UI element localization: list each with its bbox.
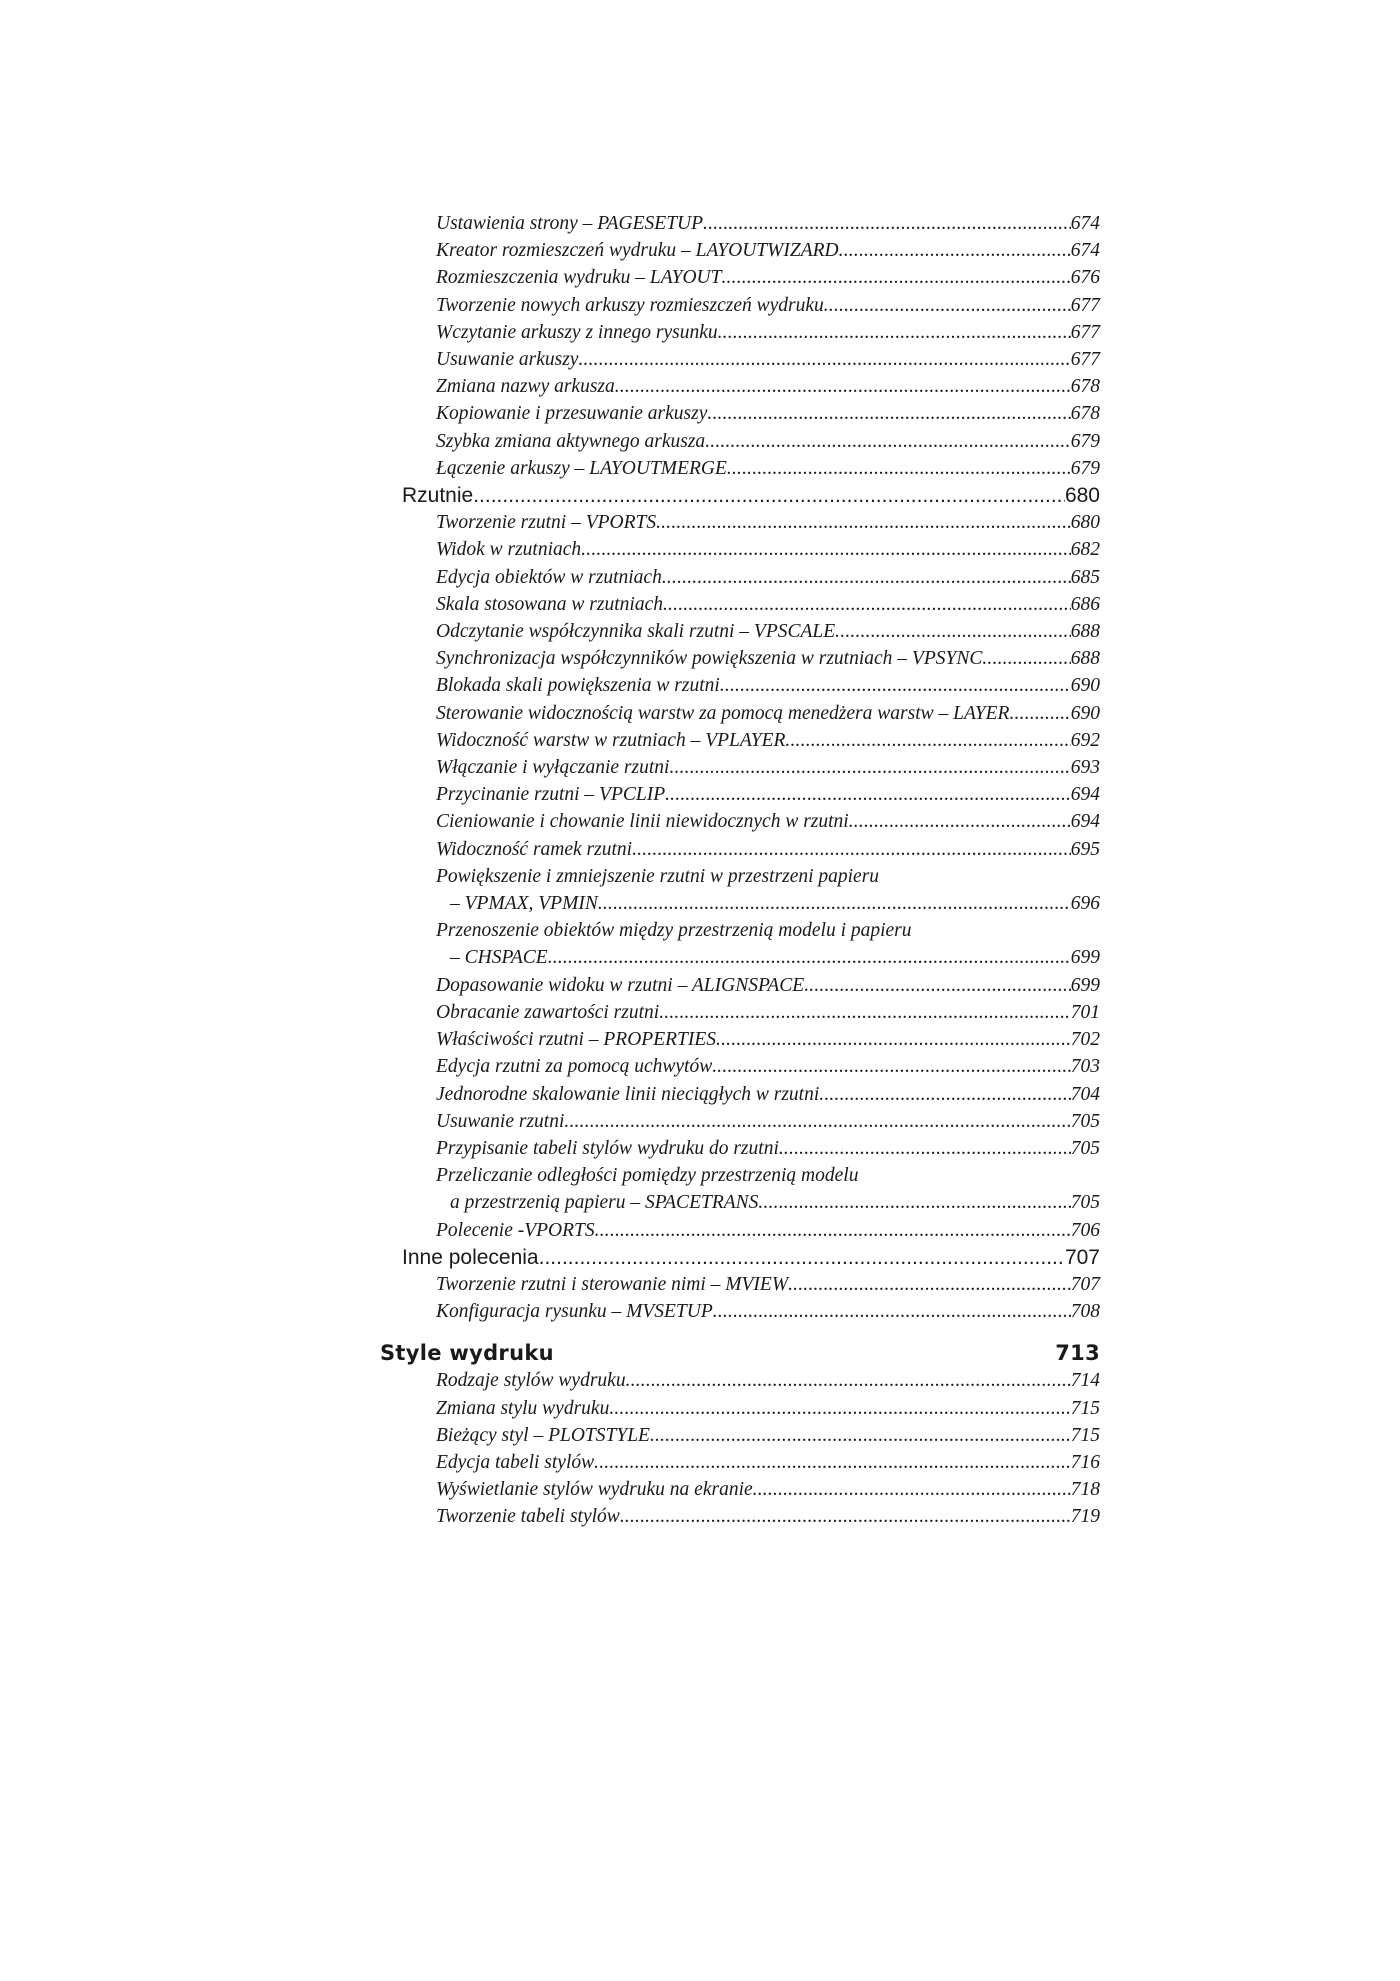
toc-entry-title: Widoczność ramek rzutni xyxy=(436,838,633,860)
toc-entry-page: 705 xyxy=(1070,1192,1100,1214)
toc-entry-title: Rozmieszczenia wydruku – LAYOUT xyxy=(436,267,722,289)
toc-dot-leader xyxy=(804,972,1071,999)
toc-dot-leader xyxy=(659,999,1071,1026)
toc-subsection-entry xyxy=(380,564,1100,591)
toc-entry-page: 715 xyxy=(1070,1397,1100,1419)
toc-dot-leader xyxy=(581,536,1071,563)
toc-dot-leader xyxy=(839,237,1071,264)
toc-dot-leader xyxy=(594,1449,1071,1476)
toc-subsection-entry xyxy=(380,237,1100,264)
toc-entry-page: 676 xyxy=(1070,267,1100,289)
toc-subsection-entry xyxy=(380,292,1100,319)
toc-subsection-entry xyxy=(380,836,1100,863)
toc-section-entry xyxy=(380,482,1100,509)
toc-dot-leader xyxy=(727,455,1071,482)
toc-dot-leader xyxy=(705,428,1071,455)
toc-subsection-entry xyxy=(380,1367,1100,1394)
toc-subsection-entry xyxy=(380,264,1100,291)
toc-subsection-entry xyxy=(380,1271,1100,1298)
toc-entry-title: Bieżący styl – PLOTSTYLE xyxy=(436,1424,650,1446)
toc-subsection-entry xyxy=(380,1503,1100,1530)
toc-entry-title: – VPMAX, VPMIN xyxy=(450,893,598,915)
toc-dot-leader xyxy=(1009,700,1070,727)
toc-dot-leader xyxy=(713,1298,1071,1325)
toc-entry-title: Edycja obiektów w rzutniach xyxy=(436,566,662,588)
toc-entry-title: Tworzenie rzutni i sterowanie nimi – MVIEW xyxy=(436,1273,789,1295)
toc-entry-title: Włączanie i wyłączanie rzutni xyxy=(436,757,670,779)
toc-subsection-entry xyxy=(380,1135,1100,1162)
toc-dot-leader xyxy=(758,1189,1070,1216)
toc-entry-title: Szybka zmiana aktywnego arkusza xyxy=(436,430,706,452)
toc-subsection-entry xyxy=(380,1108,1100,1135)
toc-entry-page: 690 xyxy=(1070,675,1100,697)
toc-entry-title: Przypisanie tabeli stylów wydruku do rzutni xyxy=(436,1137,779,1159)
toc-dot-leader xyxy=(753,1476,1071,1503)
toc-entry-title: Kreator rozmieszczeń wydruku – LAYOUTWIZARD xyxy=(436,240,839,262)
toc-entry-title: a przestrzenią papieru – SPACETRANS xyxy=(450,1192,759,1214)
toc-subsection-entry xyxy=(380,863,1100,917)
toc-entry-page: 677 xyxy=(1070,294,1100,316)
toc-entry-title: Polecenie -VPORTS xyxy=(436,1219,595,1241)
toc-subsection-entry xyxy=(380,1162,1100,1216)
toc-entry-title: Łączenie arkuszy – LAYOUTMERGE xyxy=(436,457,727,479)
toc-dot-leader xyxy=(718,319,1071,346)
toc-entry-page: 695 xyxy=(1070,838,1100,860)
toc-dot-leader xyxy=(788,1271,1071,1298)
toc-entry-title: Edycja rzutni za pomocą uchwytów xyxy=(436,1056,713,1078)
toc-dot-leader xyxy=(982,645,1070,672)
toc-entry-page: 674 xyxy=(1070,240,1100,262)
toc-entry-page: 704 xyxy=(1070,1083,1100,1105)
toc-subsection-entry xyxy=(380,618,1100,645)
toc-entry-title: Usuwanie rzutni xyxy=(436,1110,565,1132)
toc-subsection-entry xyxy=(380,346,1100,373)
toc-dot-leader xyxy=(663,591,1071,618)
toc-dot-leader xyxy=(721,264,1070,291)
toc-chapter-heading xyxy=(380,1339,1100,1367)
toc-subsection-entry xyxy=(380,1422,1100,1449)
toc-entry-title: Kopiowanie i przesuwanie arkuszy xyxy=(436,403,708,425)
toc-entry-title: Wczytanie arkuszy z innego rysunku xyxy=(436,321,718,343)
toc-subsection-entry xyxy=(380,1217,1100,1244)
toc-entry-page: 682 xyxy=(1070,539,1100,561)
toc-entry-page: 692 xyxy=(1070,729,1100,751)
toc-entry-page: 703 xyxy=(1070,1056,1100,1078)
toc-entry-title: Zmiana nazwy arkusza xyxy=(436,376,615,398)
toc-entry-title: Zmiana stylu wydruku xyxy=(436,1397,610,1419)
toc-entry-title: Ustawienia strony – PAGESETUP xyxy=(436,213,704,234)
toc-entry-title: Odczytanie współczynnika skali rzutni – VPSCALE xyxy=(436,621,836,643)
toc-dot-leader xyxy=(598,890,1071,917)
toc-entry-page: 674 xyxy=(1070,213,1100,234)
toc-entry-page: 680 xyxy=(1070,512,1100,534)
toc-subsection-entry xyxy=(380,319,1100,346)
toc-dot-leader xyxy=(578,346,1070,373)
toc-entry-title: Dopasowanie widoku w rzutni – ALIGNSPACE xyxy=(436,974,805,996)
toc-entry-title-line1: Przeliczanie odległości pomiędzy przestrzenią modelu xyxy=(436,1165,859,1187)
toc-entry-page: 696 xyxy=(1070,893,1100,915)
toc-dot-leader xyxy=(712,1053,1071,1080)
toc-entry-title: Cieniowanie i chowanie linii niewidocznych w rzutni xyxy=(436,811,849,833)
toc-dot-leader xyxy=(835,618,1071,645)
toc-subsection-entry xyxy=(380,1053,1100,1080)
toc-entry-page: 677 xyxy=(1070,349,1100,371)
toc-subsection-entry xyxy=(380,536,1100,563)
toc-dot-leader xyxy=(665,781,1071,808)
toc-dot-leader xyxy=(632,836,1071,863)
toc-subsection-entry xyxy=(380,400,1100,427)
toc-entry-page: 686 xyxy=(1070,593,1100,615)
toc-dot-leader xyxy=(716,1026,1071,1053)
toc-subsection-entry xyxy=(380,1298,1100,1325)
toc-dot-leader xyxy=(707,400,1070,427)
toc-section-entry xyxy=(380,1244,1100,1271)
toc-entry-title: – CHSPACE xyxy=(450,947,548,969)
toc-entry-title: Tworzenie tabeli stylów xyxy=(436,1506,620,1528)
toc-entry-page: 714 xyxy=(1070,1370,1100,1392)
toc-entry-page: 680 xyxy=(1064,484,1100,508)
toc-entry-page: 688 xyxy=(1070,621,1100,643)
toc-subsection-entry xyxy=(380,1449,1100,1476)
toc-entry-title: Jednorodne skalowanie linii nieciągłych w rzutni xyxy=(436,1083,820,1105)
toc-dot-leader xyxy=(669,754,1070,781)
toc-entry-page: 679 xyxy=(1070,430,1100,452)
toc-subsection-entry xyxy=(380,672,1100,699)
toc-subsection-entry xyxy=(380,373,1100,400)
toc-entry-title: Usuwanie arkuszy xyxy=(436,349,579,371)
toc-subsection-entry xyxy=(380,1476,1100,1503)
toc-entry-title: Widoczność warstw w rzutniach – VPLAYER xyxy=(436,729,786,751)
toc-dot-leader xyxy=(564,1108,1070,1135)
toc-subsection-entry xyxy=(380,645,1100,672)
toc-entry-page: 678 xyxy=(1070,376,1100,398)
toc-entry-title: Wyświetlanie stylów wydruku na ekranie xyxy=(436,1479,753,1501)
toc-entry-page: 688 xyxy=(1070,648,1100,670)
toc-dot-leader xyxy=(703,210,1071,237)
toc-dot-leader xyxy=(626,1367,1071,1394)
toc-dot-leader xyxy=(595,1217,1071,1244)
toc-entry-title: Widok w rzutniach xyxy=(436,539,582,561)
toc-dot-leader xyxy=(720,672,1071,699)
toc-dot-leader xyxy=(615,373,1071,400)
toc-entry-page: 678 xyxy=(1070,403,1100,425)
toc-entry-page: 693 xyxy=(1070,757,1100,779)
toc-chapter-page: 713 xyxy=(1055,1341,1100,1366)
toc-entry-page: 719 xyxy=(1070,1506,1100,1528)
toc-entry-title: Rzutnie xyxy=(402,484,474,508)
toc-dot-leader xyxy=(473,482,1065,509)
toc-chapter-title: Style wydruku xyxy=(380,1341,554,1366)
toc-dot-leader xyxy=(650,1422,1071,1449)
toc-subsection-entry xyxy=(380,754,1100,781)
toc-entry-page: 707 xyxy=(1070,1273,1100,1295)
toc-entry-title: Właściwości rzutni – PROPERTIES xyxy=(436,1029,717,1051)
toc-subsection-entry xyxy=(380,591,1100,618)
toc-entry-title-line1: Powiększenie i zmniejszenie rzutni w przestrzeni papieru xyxy=(436,865,880,887)
toc-entry-title: Synchronizacja współczynników powiększenia w rzutniach – VPSYNC xyxy=(436,648,983,670)
toc-entry-page: 706 xyxy=(1070,1219,1100,1241)
toc-subsection-entry xyxy=(380,727,1100,754)
toc-entry-page: 716 xyxy=(1070,1451,1100,1473)
toc-entry-page: 708 xyxy=(1070,1301,1100,1323)
toc-entry-page: 677 xyxy=(1070,321,1100,343)
toc-subsection-entry xyxy=(380,700,1100,727)
toc-subsection-entry xyxy=(380,1395,1100,1422)
toc-entry-page: 715 xyxy=(1070,1424,1100,1446)
toc-entry-title: Obracanie zawartości rzutni xyxy=(436,1001,660,1023)
toc-entry-page: 699 xyxy=(1070,974,1100,996)
toc-entry-page: 694 xyxy=(1070,811,1100,833)
toc-entry-page: 705 xyxy=(1070,1137,1100,1159)
toc-subsection-entry xyxy=(380,917,1100,971)
toc-dot-leader xyxy=(609,1395,1070,1422)
toc-subsection-entry xyxy=(380,999,1100,1026)
toc-dot-leader xyxy=(824,292,1071,319)
table-of-contents xyxy=(380,210,1100,1531)
toc-subsection-entry xyxy=(380,808,1100,835)
toc-subsection-entry xyxy=(380,1026,1100,1053)
toc-entry-title: Przycinanie rzutni – VPCLIP xyxy=(436,784,666,806)
toc-entry-title: Tworzenie rzutni – VPORTS xyxy=(436,512,657,534)
toc-entry-title: Blokada skali powiększenia w rzutni xyxy=(436,675,720,697)
toc-dot-leader xyxy=(662,564,1071,591)
toc-entry-title-line1: Przenoszenie obiektów między przestrzenią modelu i papieru xyxy=(436,920,912,942)
toc-entry-page: 699 xyxy=(1070,947,1100,969)
toc-dot-leader xyxy=(819,1081,1070,1108)
toc-dot-leader xyxy=(849,808,1071,835)
toc-dot-leader xyxy=(779,1135,1071,1162)
toc-entry-title: Skala stosowana w rzutniach xyxy=(436,593,663,615)
toc-dot-leader xyxy=(539,1244,1065,1271)
toc-entry-page: 702 xyxy=(1070,1029,1100,1051)
toc-entry-title: Inne polecenia xyxy=(402,1245,539,1269)
toc-subsection-entry xyxy=(380,428,1100,455)
toc-entry-title: Edycja tabeli stylów xyxy=(436,1451,595,1473)
toc-dot-leader xyxy=(785,727,1070,754)
toc-entry-page: 718 xyxy=(1070,1479,1100,1501)
toc-dot-leader xyxy=(656,509,1071,536)
toc-entry-page: 679 xyxy=(1070,457,1100,479)
toc-entry-page: 685 xyxy=(1070,566,1100,588)
toc-subsection-entry xyxy=(380,455,1100,482)
toc-subsection-entry xyxy=(380,1081,1100,1108)
toc-entry-title: Sterowanie widocznością warstw za pomocą menedżera warstw – LAYER xyxy=(436,702,1010,724)
toc-subsection-entry xyxy=(380,210,1100,237)
toc-entry-page: 690 xyxy=(1070,702,1100,724)
toc-dot-leader xyxy=(620,1503,1071,1530)
toc-entry-title: Rodzaje stylów wydruku xyxy=(436,1370,626,1392)
toc-entry-title: Konfiguracja rysunku – MVSETUP xyxy=(436,1301,713,1323)
toc-entry-page: 694 xyxy=(1070,784,1100,806)
toc-subsection-entry xyxy=(380,509,1100,536)
toc-entry-page: 701 xyxy=(1070,1001,1100,1023)
toc-dot-leader xyxy=(548,944,1071,971)
toc-entry-page: 707 xyxy=(1064,1245,1100,1269)
toc-entry-title: Tworzenie nowych arkuszy rozmieszczeń wydruku xyxy=(436,294,824,316)
toc-entry-page: 705 xyxy=(1070,1110,1100,1132)
toc-subsection-entry xyxy=(380,972,1100,999)
toc-subsection-entry xyxy=(380,781,1100,808)
